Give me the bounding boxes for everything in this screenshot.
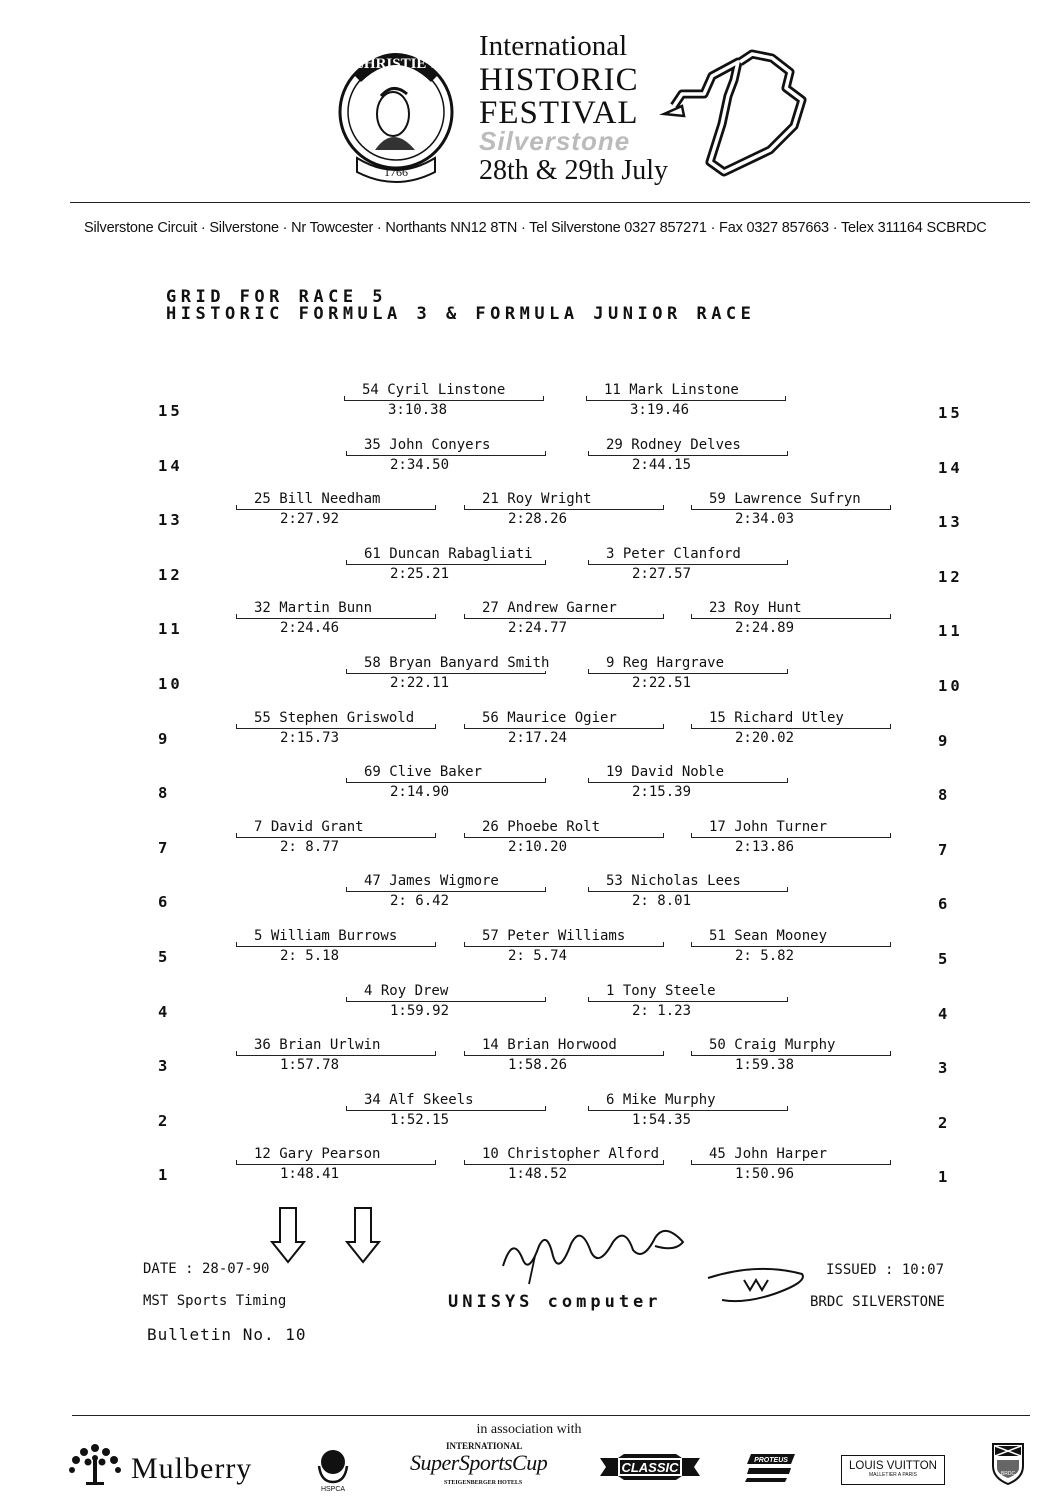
grid-row-number: 5 (938, 950, 951, 968)
driver-entry: 7 David Grant (250, 819, 368, 835)
grid-slot (588, 764, 788, 808)
qualifying-time: 2:44.15 (632, 456, 692, 473)
driver-entry: 58 Bryan Banyard Smith (360, 655, 553, 671)
grid-slot (464, 491, 664, 535)
qualifying-time: 2: 5.82 (735, 948, 795, 964)
grid-row-number: 13 (158, 511, 183, 530)
grid-slot (346, 873, 546, 917)
qualifying-time: 2: 5.18 (280, 948, 340, 964)
grid-row-number: 14 (938, 458, 963, 477)
grid-slot (691, 600, 891, 644)
grid-row-number: 3 (158, 1057, 171, 1076)
driver-entry: 17 John Turner (705, 819, 831, 835)
header-divider (70, 202, 1030, 203)
driver-entry: 25 Bill Needham (250, 491, 384, 507)
driver-entry: 11 Mark Linstone (600, 382, 743, 398)
driver-entry: 51 Sean Mooney (705, 928, 831, 944)
grid-slot (236, 600, 436, 644)
race-title: HISTORIC FORMULA 3 & FORMULA JUNIOR RACE (166, 304, 756, 324)
qualifying-time: 1:50.96 (735, 1166, 795, 1183)
grid-row-number: 11 (938, 622, 963, 641)
grid-slot (464, 928, 664, 972)
qualifying-time: 2:25.21 (390, 565, 450, 582)
timing-provider: MST Sports Timing (143, 1293, 287, 1309)
qualifying-time: 2:24.46 (280, 620, 340, 637)
lv-sub: MALLETIER A PARIS (869, 1472, 917, 1478)
qualifying-time: 3:19.46 (630, 402, 690, 418)
circuit-address: Silverstone Circuit · Silverstone · Nr Towcester · Northants NN12 8TN · Tel Silverstone 0327 857271 · Fax 0327 857663 · Telex 311164 SCBRDC (84, 220, 987, 236)
grid-row-number: 8 (158, 784, 171, 803)
svg-text:HSPCA: HSPCA (320, 1486, 346, 1492)
qualifying-time: 2:22.11 (390, 675, 450, 691)
qualifying-time: 1:58.26 (508, 1057, 568, 1074)
qualifying-time: 1:59.38 (735, 1057, 795, 1074)
driver-entry: 47 James Wigmore (360, 873, 503, 889)
grid-row-number: 1 (938, 1168, 951, 1187)
qualifying-time: 2: 5.74 (508, 948, 568, 964)
driver-entry: 34 Alf Skeels (360, 1092, 478, 1108)
proteus-logo (745, 1452, 797, 1484)
qualifying-time: 2:17.24 (508, 729, 568, 746)
official-signature (704, 1260, 812, 1310)
brdc-shield-logo (991, 1442, 1025, 1486)
grid-slot (464, 600, 664, 644)
association-caption: in association with (476, 1422, 582, 1437)
hspca-logo (313, 1442, 353, 1492)
grid-slot (236, 710, 436, 754)
qualifying-time: 2:22.51 (632, 675, 692, 691)
lv-name: LOUIS VUITTON (849, 1460, 937, 1472)
qualifying-time: 2:15.73 (280, 729, 340, 746)
grid-row-number: 12 (938, 567, 963, 586)
grid-row-number: 7 (938, 840, 951, 859)
driver-entry: 26 Phoebe Rolt (478, 819, 604, 835)
grid-slot (691, 1037, 891, 1081)
supersports-bottom-text: STEIGENBERGER HOTELS (444, 1480, 523, 1486)
down-arrow-icon (270, 1206, 306, 1264)
svg-text:BRDC: BRDC (1000, 1471, 1016, 1477)
grid-row-number: 1 (158, 1166, 171, 1185)
grid-slot (691, 1146, 891, 1190)
grid-slot (588, 1092, 788, 1136)
driver-entry: 54 Cyril Linstone (358, 382, 509, 398)
qualifying-time: 1:54.35 (632, 1111, 692, 1128)
qualifying-time: 2: 8.01 (632, 893, 692, 910)
grid-slot (588, 655, 788, 699)
supersports-cup-logo: SuperSportsCup (410, 1450, 548, 1475)
logo-banner-text: CHRISTIE'S (353, 56, 439, 72)
organiser: BRDC SILVERSTONE (810, 1294, 945, 1310)
grid-row-number: 5 (158, 948, 171, 966)
grid-slot (464, 819, 664, 863)
qualifying-time: 2: 8.77 (280, 838, 340, 855)
driver-entry: 9 Reg Hargrave (602, 655, 728, 671)
grid-row-number: 8 (938, 786, 951, 805)
qualifying-time: 1:52.15 (390, 1111, 450, 1128)
grid-slot (236, 1146, 436, 1190)
qualifying-time: 2:27.92 (280, 511, 340, 528)
grid-slot (346, 655, 550, 699)
qualifying-time: 2: 1.23 (632, 1002, 692, 1019)
grid-slot (344, 382, 544, 426)
grid-slot (588, 873, 788, 917)
grid-row-number: 12 (158, 565, 183, 584)
grid-slot (236, 928, 436, 972)
qualifying-time: 1:59.92 (390, 1002, 450, 1019)
grid-slot (691, 819, 891, 863)
driver-entry: 4 Roy Drew (360, 983, 452, 999)
grid-row-number: 6 (938, 895, 951, 914)
driver-entry: 14 Brian Horwood (478, 1037, 621, 1053)
driver-entry: 5 William Burrows (250, 928, 401, 944)
steward-signature (495, 1216, 690, 1288)
grid-slot (236, 819, 436, 863)
driver-entry: 6 Mike Murphy (602, 1092, 720, 1108)
driver-entry: 29 Rodney Delves (602, 437, 745, 453)
driver-entry: 53 Nicholas Lees (602, 873, 745, 889)
grid-slot (588, 546, 788, 590)
grid-slot (588, 437, 788, 481)
grid-slot (691, 710, 891, 754)
festival-dates: 28th & 29th July (479, 155, 669, 186)
qualifying-time: 1:48.52 (508, 1166, 568, 1183)
mulberry-logo: Mulberry (131, 1452, 253, 1485)
silverstone-track-map (652, 44, 812, 184)
grid-row-number: 7 (158, 838, 171, 857)
driver-entry: 23 Roy Hunt (705, 600, 806, 616)
driver-entry: 45 John Harper (705, 1146, 831, 1162)
driver-entry: 61 Duncan Rabagliati (360, 546, 537, 562)
grid-row-number: 15 (158, 402, 183, 420)
grid-row-number: 4 (158, 1002, 171, 1021)
qualifying-time: 2:20.02 (735, 729, 795, 746)
issued-time: ISSUED : 10:07 (826, 1262, 945, 1278)
qualifying-time: 2:34.03 (735, 511, 795, 528)
driver-entry: 1 Tony Steele (602, 983, 720, 999)
qualifying-time: 2:13.86 (735, 838, 795, 855)
grid-row-number: 2 (158, 1111, 171, 1130)
driver-entry: 56 Maurice Ogier (478, 710, 621, 726)
grid-slot (691, 491, 891, 535)
driver-entry: 12 Gary Pearson (250, 1146, 384, 1162)
qualifying-time: 3:10.38 (388, 402, 448, 418)
driver-entry: 50 Craig Murphy (705, 1037, 839, 1053)
grid-slot (346, 437, 546, 481)
grid-row-number: 2 (938, 1113, 951, 1132)
grid-slot (464, 710, 664, 754)
christies-logo (335, 32, 457, 192)
grid-slot (346, 1092, 546, 1136)
bulletin-number: Bulletin No. 10 (147, 1325, 307, 1344)
driver-entry: 27 Andrew Garner (478, 600, 621, 616)
svg-text:PROTEUS: PROTEUS (754, 1457, 788, 1464)
qualifying-time: 2:34.50 (390, 456, 450, 473)
grid-row-number: 11 (158, 620, 183, 639)
qualifying-time: 2:27.57 (632, 565, 692, 582)
driver-entry: 21 Roy Wright (478, 491, 596, 507)
grid-slot (346, 764, 546, 808)
qualifying-time: 2:15.39 (632, 784, 692, 801)
qualifying-time: 2:10.20 (508, 838, 568, 855)
qualifying-time: 2: 6.42 (390, 893, 450, 910)
footer-divider (72, 1415, 1030, 1416)
grid-row-number: 9 (158, 729, 171, 748)
grid-slot (586, 382, 786, 426)
grid-row-number: 15 (938, 404, 963, 422)
driver-entry: 10 Christopher Alford (478, 1146, 663, 1162)
grid-slot (236, 1037, 436, 1081)
race-date: DATE : 28-07-90 (143, 1261, 270, 1277)
festival-title-line1: International (479, 30, 628, 62)
driver-entry: 15 Richard Utley (705, 710, 848, 726)
qualifying-time: 2:14.90 (390, 784, 450, 801)
supersports-top-text: INTERNATIONAL (446, 1441, 523, 1451)
qualifying-time: 2:24.77 (508, 620, 568, 637)
down-arrow-icon (345, 1206, 381, 1264)
grid-row-number: 3 (938, 1059, 951, 1078)
qualifying-time: 1:48.41 (280, 1166, 340, 1183)
computer-credit: UNISYS computer (448, 1292, 662, 1312)
grid-row-number: 10 (938, 677, 963, 695)
driver-entry: 36 Brian Urlwin (250, 1037, 384, 1053)
driver-entry: 32 Martin Bunn (250, 600, 376, 616)
grid-row-number: 9 (938, 731, 951, 750)
mulberry-tree-icon (66, 1438, 124, 1486)
driver-entry: 35 John Conyers (360, 437, 494, 453)
driver-entry: 55 Stephen Griswold (250, 710, 418, 726)
grid-row-number: 13 (938, 513, 963, 532)
grid-title: GRID FOR RACE 5 (166, 287, 388, 307)
grid-slot (691, 928, 891, 972)
driver-entry: 69 Clive Baker (360, 764, 486, 780)
grid-row-number: 10 (158, 675, 183, 693)
qualifying-time: 2:24.89 (735, 620, 795, 637)
grid-slot (464, 1037, 664, 1081)
venue-name: Silverstone (479, 126, 631, 156)
grid-slot (464, 1146, 664, 1190)
festival-title-line3: FESTIVAL (479, 95, 639, 131)
qualifying-time: 1:57.78 (280, 1057, 340, 1074)
grid-row-number: 6 (158, 893, 171, 912)
grid-slot (588, 983, 788, 1027)
logo-year: 1766 (384, 165, 408, 179)
driver-entry: 3 Peter Clanford (602, 546, 745, 562)
louis-vuitton-logo (841, 1455, 945, 1485)
driver-entry: 19 David Noble (602, 764, 728, 780)
classic-logo (598, 1452, 702, 1482)
grid-slot (346, 983, 546, 1027)
grid-slot (346, 546, 546, 590)
driver-entry: 59 Lawrence Sufryn (705, 491, 865, 507)
qualifying-time: 2:28.26 (508, 511, 568, 528)
grid-slot (236, 491, 436, 535)
svg-text:CLASSIC: CLASSIC (621, 1460, 679, 1475)
grid-row-number: 4 (938, 1004, 951, 1023)
grid-row-number: 14 (158, 456, 183, 475)
driver-entry: 57 Peter Williams (478, 928, 629, 944)
festival-title-line2: HISTORIC (479, 62, 639, 98)
